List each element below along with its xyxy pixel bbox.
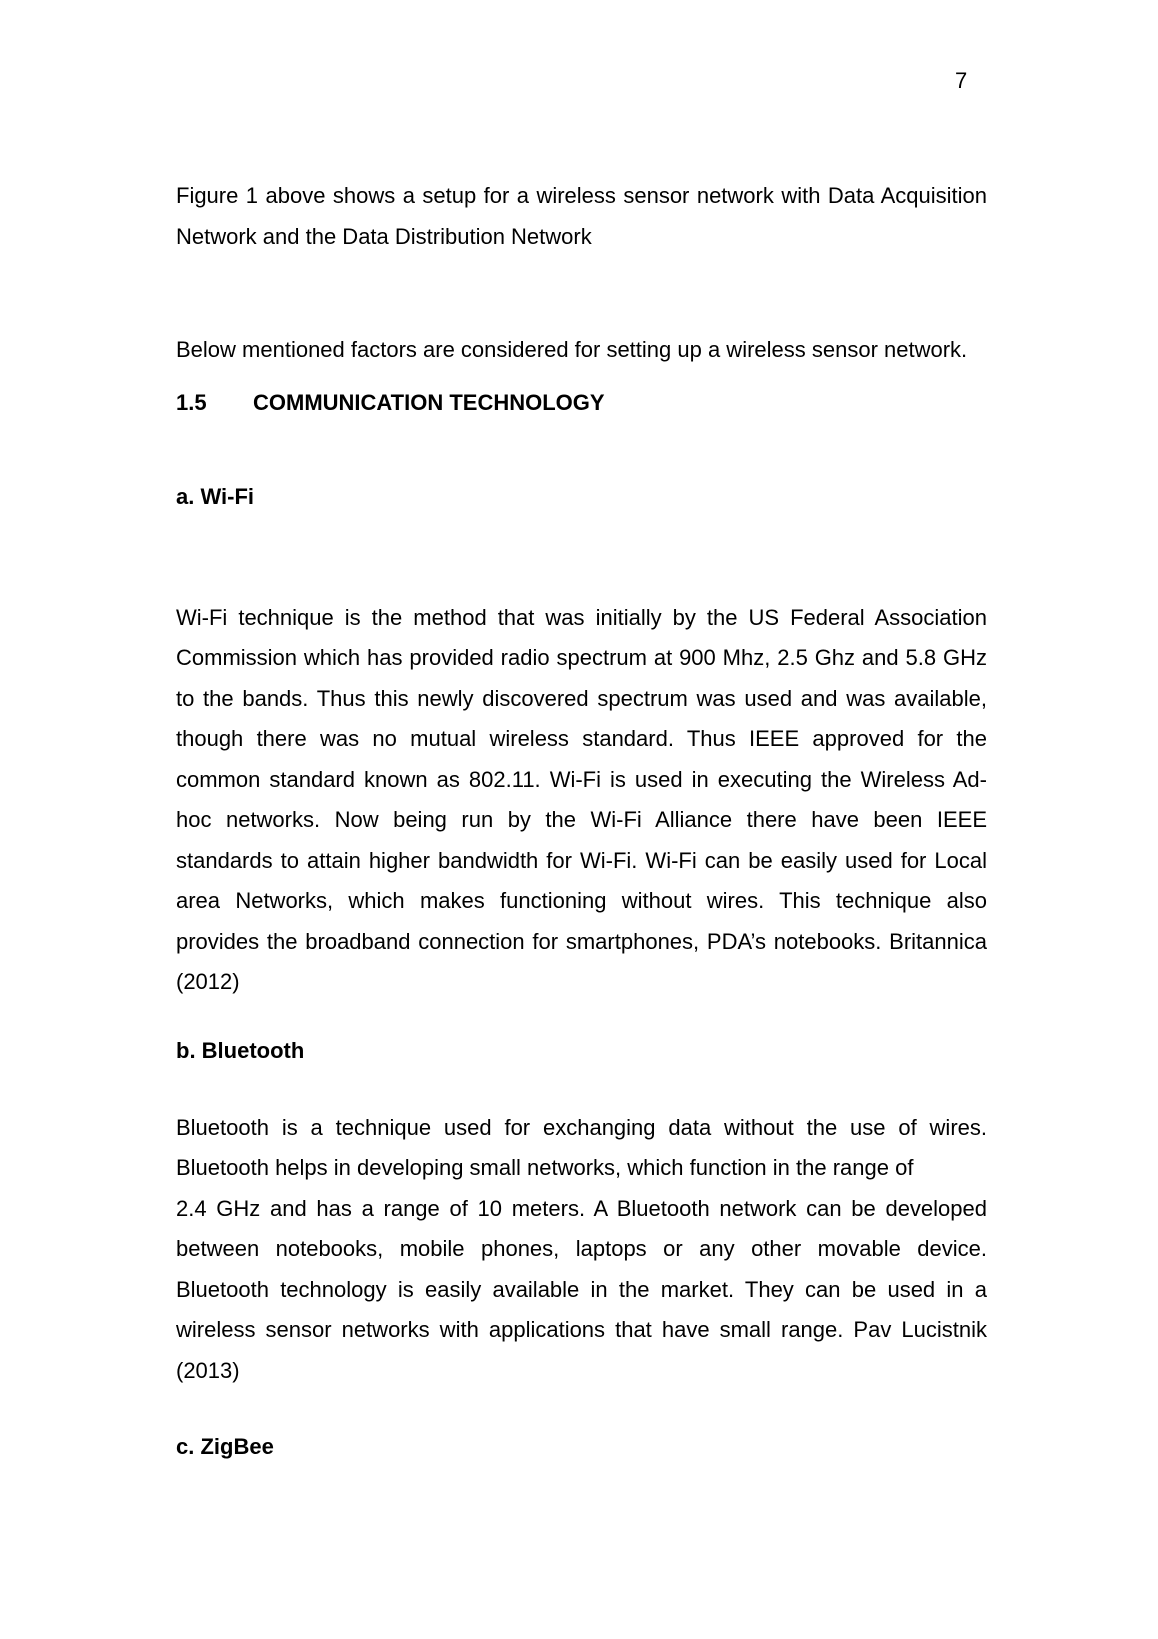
bluetooth-paragraph	[176, 1108, 987, 1392]
wifi-paragraph: Wi-Fi technique is the method that was initially by the US Federal Association Commission which has provided radio spectrum at 900 Mhz, 2.5 Ghz and 5.8 GHz to the bands. Thus this newly discovered spectrum was used and was available, though there was no mutual wireless standard. Thus IEEE approved for the common standard known as 802.11. Wi-Fi is used in executing the Wireless Ad-hoc networks. Now being run by the Wi-Fi Alliance there have been IEEE standards to attain higher bandwidth for Wi-Fi. Wi-Fi can be easily used for Local area Networks, which makes functioning without wires. This technique also provides the broadband connection for smartphones, PDA’s notebooks. Britannica (2012)	[176, 604, 987, 994]
section-number: 1.5	[176, 389, 207, 415]
section-title: COMMUNICATION TECHNOLOGY	[253, 389, 605, 415]
figure-caption-paragraph: Figure 1 above shows a setup for a wireless sensor network with Data Acquisition Network and the Data Distribution Network	[176, 183, 987, 249]
factors-paragraph: Below mentioned factors are considered for setting up a wireless sensor network.	[176, 337, 968, 362]
bluetooth-line-2: Bluetooth helps in developing small networks, which function in the range of	[176, 1155, 914, 1180]
bluetooth-paragraph-rest: 2.4 GHz and has a range of 10 meters. A Bluetooth network can be developed between notebooks, mobile phones, laptops or any other movable device. Bluetooth technology is easily available in the market. They can be used in a wireless sensor networks with applications that have small range. Pav Lucistnik (2013)	[176, 1195, 987, 1383]
bluetooth-line-1: Bluetooth is a technique used for exchanging data without the use of wires.	[176, 1114, 987, 1140]
bluetooth-heading: b. Bluetooth	[176, 1037, 305, 1063]
page-number: 7	[955, 68, 968, 93]
zigbee-heading: c. ZigBee	[176, 1434, 274, 1459]
document-body	[176, 176, 987, 1462]
wifi-heading: a. Wi-Fi	[176, 483, 255, 509]
section-heading	[176, 388, 987, 418]
